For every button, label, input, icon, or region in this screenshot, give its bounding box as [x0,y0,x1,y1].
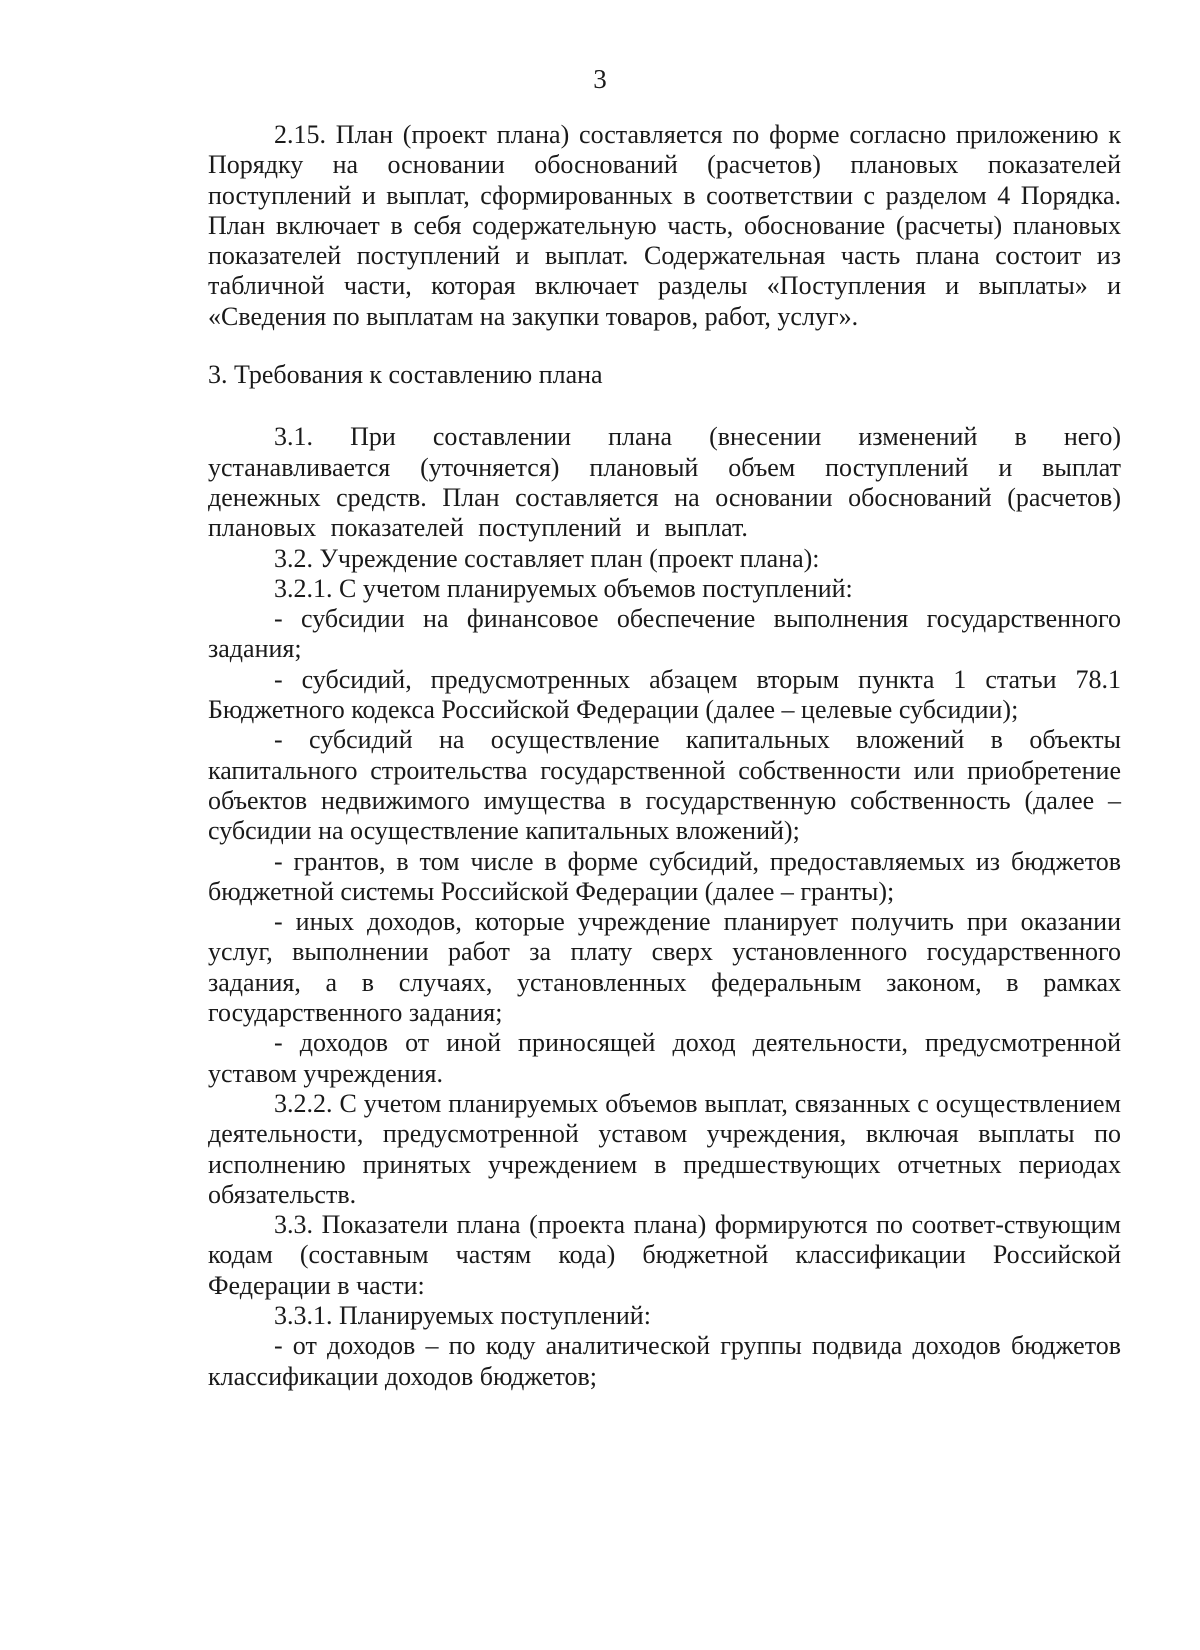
paragraph-3-2-1: 3.2.1. С учетом планируемых объемов поступлений: [274,573,853,603]
list-item-other-income: - иных доходов, которые учреждение планирует получить при оказании услуг, выполнении работ за плату сверх установленного государственного задания, а в случаях, установленных федеральным законом, в рамках государственного задания; [208,907,1121,1028]
page-number: 3 [593,64,607,94]
paragraph-3-1: 3.1. При составлении плана (внесении изменений в него) устанавливается (уточняется) плановый объем поступлений и выплат денежных средств. План составляется на основании обоснований (расчетов) плановых показателей поступлений и выплат. [208,422,1121,543]
paragraph-3-3: 3.3. Показатели плана (проекта плана) формируются по соответ-ствующим кодам (составным частям кода) бюджетной классификации Российской Федерации в части: [208,1210,1121,1300]
section-heading-3: 3. Требования к составлению плана [208,360,603,390]
list-item-subsidy-state-task: - субсидии на финансовое обеспечение выполнения государственного задания; [208,604,1121,664]
paragraph-2-15: 2.15. План (проект плана) составляется по форме согласно приложению к Порядку на основании обоснований (расчетов) плановых показателей поступлений и выплат, сформированных в соответствии с разделом 4 Порядка. План включает в себя содержательную часть, обоснование (расчеты) плановых показателей поступлений и выплат. Содержательная часть плана состоит из табличной части, которая включает разделы «Поступления и выплаты» и «Сведения по выплатам на закупки товаров, работ, услуг». [208,120,1121,331]
paragraph-3-3-1: 3.3.1. Планируемых поступлений: [274,1300,651,1330]
document-body [208,120,1121,1392]
paragraph-3-2: 3.2. Учреждение составляет план (проект плана): [274,543,820,573]
list-item-business-income: - доходов от иной приносящей доход деятельности, предусмотренной уставом учреждения. [208,1028,1121,1088]
list-item-target-subsidies: - субсидий, предусмотренных абзацем вторым пункта 1 статьи 78.1 Бюджетного кодекса Российской Федерации (далее – целевые субсидии); [208,664,1121,725]
list-item-grants: - грантов, в том числе в форме субсидий, предоставляемых из бюджетов бюджетной системы Российской Федерации (далее – гранты); [208,846,1121,906]
paragraph-3-2-2: 3.2.2. С учетом планируемых объемов выплат, связанных с осуществлением деятельности, предусмотренной уставом учреждения, включая выплаты по исполнению принятых учреждением в предшествующих отчетных периодах обязательств. [208,1088,1121,1209]
list-item-capital-subsidies: - субсидий на осуществление капитальных вложений в объекты капитального строительства государственной собственности или приобретение объектов недвижимого имущества в государственную собственность (далее – субсидии на осуществление капитальных вложений); [208,725,1121,846]
list-item-income-codes: - от доходов – по коду аналитической группы подвида доходов бюджетов классификации доходов бюджетов; [208,1331,1121,1391]
